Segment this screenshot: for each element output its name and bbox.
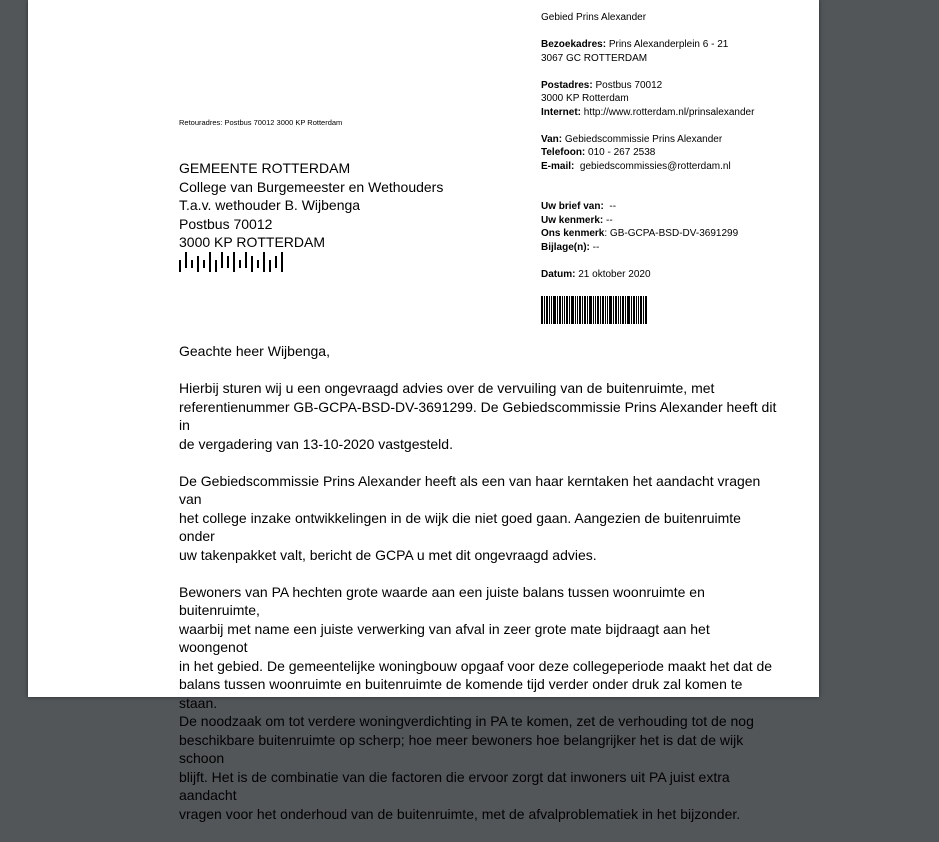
internet-link[interactable]: http://www.rotterdam.nl/prinsalexander (583, 106, 755, 118)
document-page (28, 0, 819, 822)
text-line: de vergadering van 13-10-2020 vastgesteld. (179, 435, 453, 452)
salutation: Geachte heer Wijbenga, (179, 343, 330, 359)
text-line: De Gebiedscommissie Prins Alexander heeft als een van haar kerntaken het aandacht vragen van (179, 472, 761, 507)
from-label: Van: (541, 133, 563, 145)
phone-value: 010 - 267 2538 (588, 147, 656, 158)
text-line: Hierbij sturen wij u een ongevraagd advies over de vervuiling van de buitenruimte, met (179, 380, 715, 396)
your-ref-label: Uw kenmerk: (541, 214, 604, 226)
your-letter-value: -- (609, 201, 617, 212)
recipient-line: 3000 KP ROTTERDAM (179, 234, 326, 250)
visit-address-line2: 3067 GC ROTTERDAM (541, 52, 648, 64)
email-value[interactable]: gebiedscommissies@rotterdam.nl (579, 160, 731, 172)
text-line: beschikbare buitenruimte op scherp; hoe meer bewoners hoe belangrijker het is dat de wijk schoon (179, 731, 744, 766)
text-line: uw takenpakket valt, bericht de GCPA u met dit ongevraagd advies. (179, 546, 597, 563)
text-line: vragen voor het onderhoud van de buitenruimte, met de afvalproblematiek in het bijzonder. (179, 805, 741, 822)
internet-label: Internet: (541, 106, 581, 118)
visit-address-label: Bezoekadres: (541, 39, 607, 50)
postal-barcode (179, 252, 284, 272)
phone-label: Telefoon: (541, 147, 586, 158)
attachments-label: Bijlage(n): (541, 241, 590, 253)
text-line: waarbij met name een juiste verwerking van afval in zeer grote mate bijdraagt aan het woongenot (179, 620, 710, 655)
date-value: 21 oktober 2020 (578, 268, 651, 280)
your-ref-value: -- (606, 214, 613, 226)
text-line: het college inzake ontwikkelingen in de wijk die niet goed gaan. Aangezien de buitenruimte onder (179, 509, 741, 544)
return-address: Retouradres: Postbus 70012 3000 KP Rotterdam (179, 118, 343, 127)
letter-body (179, 342, 779, 842)
paragraph-3 (179, 583, 779, 824)
email-label: E-mail: (541, 160, 575, 172)
document-barcode (541, 296, 647, 324)
attachments-value: -- (592, 241, 600, 253)
paragraph-1 (179, 379, 779, 453)
our-ref-label: Ons kenmerk (541, 228, 605, 239)
visit-address-line1: Prins Alexanderplein 6 - 21 (608, 39, 729, 50)
post-address-line1: Postbus 70012 (595, 79, 663, 91)
text-line: blijft. Het is de combinatie van die factoren die ervoor zorgt dat inwoners uit PA juist extra aandacht (179, 768, 730, 803)
sender-area: Gebied Prins Alexander (541, 12, 647, 23)
recipient-address (179, 159, 443, 252)
recipient-line: Postbus 70012 (179, 215, 273, 232)
from-value: Gebiedscommissie Prins Alexander (564, 133, 723, 145)
date-label: Datum: (541, 268, 576, 280)
our-ref-value: : GB-GCPA-BSD-DV-3691299 (604, 228, 739, 239)
recipient-line: T.a.v. wethouder B. Wijbenga (179, 197, 361, 213)
your-letter-label: Uw brief van: (541, 201, 604, 212)
text-line: De noodzaak om tot verdere woningverdichting in PA te komen, zet de verhouding tot de nog (179, 713, 754, 729)
sender-info-block (541, 11, 754, 281)
post-address-label: Postadres: (541, 79, 593, 91)
recipient-line: College van Burgemeester en Wethouders (179, 178, 444, 195)
paragraph-2 (179, 472, 779, 565)
text-line: Bewoners van PA hechten grote waarde aan een juiste balans tussen woonruimte en buitenruimte, (179, 583, 705, 618)
text-line: balans tussen woonruimte en buitenruimte de komende tijd verder onder druk zal komen te staan. (179, 676, 743, 711)
text-line: in het gebied. De gemeentelijke woningbouw opgaaf voor deze collegeperiode maakt het dat de (179, 657, 773, 674)
text-line: referentienummer GB-GCPA-BSD-DV-3691299. De Gebiedscommissie Prins Alexander heeft dit in (179, 398, 777, 433)
post-address-line2: 3000 KP Rotterdam (541, 93, 629, 104)
recipient-line: GEMEENTE ROTTERDAM (179, 160, 351, 176)
